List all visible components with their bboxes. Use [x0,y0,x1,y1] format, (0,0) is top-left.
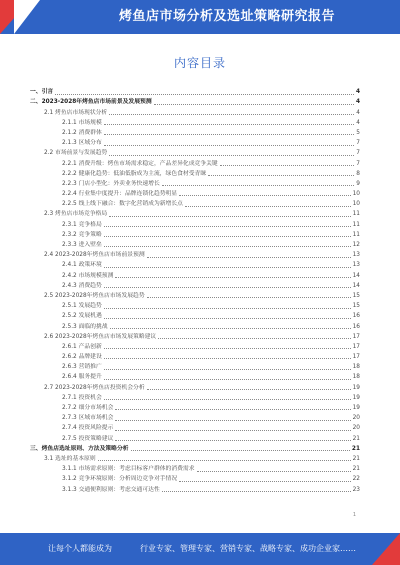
toc-entry[interactable] [30,127,360,137]
toc-entry[interactable] [30,178,360,188]
toc-entry-page: 21 [351,445,360,452]
toc-entry-page: 20 [352,425,360,432]
toc-entry-label: 2.5.1 发展趋势 [62,303,102,310]
toc-dot-leader [104,145,355,146]
toc-entry-label: 2.7.3 区域市场机会 [62,415,114,422]
toc-entry-label: 2.1 烤鱼店市场现状分析 [44,109,108,116]
toc-entry-page: 4 [355,99,360,106]
toc-entry-label: 2.6 2023-2028年烤鱼店市场发展策略建议 [44,333,157,340]
toc-entry-label: 2.7.4 投资风险提示 [62,425,114,432]
header-white-triangle [14,0,40,34]
toc-entry-page: 18 [352,364,360,371]
toc-entry-label: 三、烤鱼店选址原则、方法及策略分析 [30,445,129,452]
toc-entry-page: 17 [352,343,360,350]
toc-entry-label: 2.2.3 门店小型化：外卖业务快速增长 [62,180,160,187]
toc-dot-leader [104,287,351,288]
toc-entry[interactable] [30,371,360,381]
toc-dot-leader [104,236,351,237]
toc-entry-label: 3.1 选址的基本原则 [44,455,96,462]
toc-dot-leader [109,155,354,156]
toc-entry-label: 2.2.1 消费升级：烤鱼市场需求稳定，产品差异化成竞争关键 [62,160,218,167]
toc-entry-page: 23 [352,486,360,493]
toc-entry-label: 2.6.4 服务提升 [62,374,102,381]
toc-entry[interactable] [30,269,360,279]
toc-dot-leader [104,246,351,247]
toc-entry-page: 8 [356,170,360,177]
toc-entry[interactable] [30,280,360,290]
toc-entry[interactable] [30,208,360,218]
toc-dot-leader [104,134,355,135]
toc-entry[interactable] [30,422,360,432]
toc-entry[interactable] [30,117,360,127]
toc-dot-leader [162,185,355,186]
toc-dot-leader [104,318,351,319]
toc-dot-leader [154,104,354,105]
toc-entry-label: 2.4.3 消费趋势 [62,282,102,289]
page-number: 1 [352,512,356,518]
toc-entry-label: 2.2 市场前景与发展趋势 [44,150,108,157]
toc-entry[interactable] [30,249,360,259]
toc-entry-label: 2.3.1 竞争格局 [62,221,102,228]
toc-entry-page: 15 [352,292,360,299]
toc-entry-label: 2.3.3 进入壁垒 [62,242,102,248]
toc-dot-leader [104,369,351,370]
toc-entry[interactable] [30,381,360,391]
toc-entry[interactable] [30,259,360,269]
toc-entry-label: 2.4.1 政策环境 [62,262,102,269]
report-title: 烤鱼店市场分析及选址策略研究报告 [118,9,335,24]
toc-dot-leader [115,409,350,410]
toc-entry-label: 2.2.4 行业集中度提升：品牌连锁化趋势明显 [62,191,178,198]
toc-entry[interactable] [30,310,360,320]
toc-dot-leader [115,430,350,431]
toc-dot-leader [109,114,354,115]
toc-entry-page: 10 [352,201,360,208]
toc-entry[interactable] [30,361,360,371]
toc-entry[interactable] [30,483,360,493]
toc-entry-label: 2.1.1 市场规模 [62,119,102,126]
toc-entry-label: 3.1.1 市场需求原则：考虑目标客户群体的消费需求 [62,466,195,473]
toc-entry-page: 9 [356,180,360,187]
toc-entry-label: 2.6.3 营销推广 [62,364,102,371]
toc-dot-leader [104,399,351,400]
toc-entry[interactable] [30,188,360,198]
toc-entry[interactable] [30,341,360,351]
toc-dot-leader [110,328,351,329]
toc-entry-page: 20 [352,415,360,422]
toc-entry-label: 一、引言 [30,89,54,96]
toc-dot-leader [197,471,351,472]
toc-entry-page: 7 [356,140,360,147]
toc-dot-leader [147,297,351,298]
toc-entry-label: 2.5.2 发展机遇 [62,313,102,320]
toc-entry[interactable] [30,351,360,361]
toc-entry-label: 2.7.5 投资策略建议 [62,435,114,442]
toc-entry-page: 22 [352,476,360,483]
toc-dot-leader [98,460,351,461]
toc-entry[interactable] [30,331,360,341]
toc-entry-page: 16 [352,313,360,320]
toc-dot-leader [104,358,351,359]
footer-red-triangle [372,533,400,565]
toc-dot-leader [220,165,355,166]
toc-dot-leader [208,175,354,176]
toc-entry[interactable] [30,402,360,412]
toc-entry-page: 5 [356,129,360,136]
toc-dot-leader [109,216,350,217]
toc-dot-leader [115,440,350,441]
toc-entry[interactable] [30,218,360,228]
toc-entry-label: 2.1.3 区域分布 [62,140,102,147]
toc-entry-label: 3.1.2 竞争环境原则：分析周边竞争对手情况 [62,476,178,483]
toc-dot-leader [179,195,350,196]
footer-slogan-right: 行业专家、管理专家、营销专家、战略专家、成功企业家…… [140,544,356,553]
toc-entry[interactable] [30,453,360,463]
toc-entry[interactable] [30,106,360,116]
toc-entry[interactable] [30,86,360,96]
toc-dot-leader [185,206,351,207]
footer-slogan-left: 让每个人都能成为 [48,544,112,553]
toc-entry[interactable] [30,239,360,249]
toc-entry-page: 11 [352,221,360,228]
toc-entry[interactable] [30,412,360,422]
toc-entry-label: 2.7.2 细分市场机会 [62,405,114,411]
toc-entry[interactable] [30,157,360,167]
toc-dot-leader [104,348,351,349]
toc-entry-label: 2.4.2 市场规模预测 [62,272,114,279]
toc-entry-label: 2.7 2023-2028年烤鱼店投资机会分析 [44,384,145,391]
toc-entry[interactable] [30,300,360,310]
toc-dot-leader [131,450,350,451]
toc-entry-label: 2.4 2023-2028年烤鱼店市场前景预测 [44,252,145,259]
toc-entry[interactable] [30,168,360,178]
toc-dot-leader [179,481,350,482]
toc-entry-label: 二、2023-2028年烤鱼店市场前景及发展预测 [30,99,152,106]
toc-heading: 内容目录 [173,56,226,70]
toc-entry-page: 19 [352,394,360,401]
toc-entry[interactable] [30,198,360,208]
toc-dot-leader [104,267,351,268]
toc-entry[interactable] [30,96,360,106]
toc-dot-leader [158,338,350,339]
toc-entry[interactable] [30,137,360,147]
toc-entry-label: 2.6.2 品牌建设 [62,354,102,361]
toc-entry-label: 2.5.3 面临的挑战 [62,323,108,330]
toc-entry-page: 7 [356,160,360,167]
toc-dot-leader [55,94,354,95]
toc-entry[interactable] [30,320,360,330]
toc-dot-leader [104,124,355,125]
toc-entry-label: 2.1.2 消费群体 [62,129,102,136]
toc-entry-label: 2.6.1 产品创新 [62,343,102,350]
toc-entry-page: 4 [356,109,360,116]
toc-entry[interactable] [30,443,360,453]
table-of-contents [30,86,360,494]
toc-entry-page: 12 [352,242,360,248]
page-header [0,0,400,34]
toc-entry-page: 18 [352,374,360,381]
toc-dot-leader [147,257,351,258]
toc-entry[interactable] [30,290,360,300]
toc-entry-page: 13 [352,262,360,269]
toc-entry-page: 17 [352,333,360,340]
toc-entry-page: 10 [352,191,360,198]
toc-entry-label: 2.3.2 竞争策略 [62,231,102,238]
toc-entry-page: 19 [352,384,360,391]
toc-entry-label: 2.2.2 健康化趋势：低油低脂成为主流，绿色食材受青睐 [62,170,207,177]
toc-dot-leader [162,491,351,492]
toc-entry-label: 3.1.3 交通便利原则：考虑交通可达性 [62,486,160,493]
toc-entry-page: 14 [352,282,360,289]
toc-dot-leader [147,389,351,390]
toc-entry-label: 2.3 烤鱼店市场竞争格局 [44,211,108,218]
toc-entry[interactable] [30,147,360,157]
toc-entry-label: 2.5 2023-2028年烤鱼店市场发展趋势 [44,292,145,299]
toc-entry-page: 4 [356,119,360,126]
toc-entry-page: 11 [352,211,360,218]
toc-entry[interactable] [30,463,360,473]
toc-entry[interactable] [30,392,360,402]
toc-entry-page: 15 [352,303,360,310]
toc-entry-page: 21 [352,466,360,473]
toc-entry-page: 14 [352,272,360,279]
toc-dot-leader [104,308,351,309]
toc-dot-leader [115,277,350,278]
toc-entry-page: 17 [352,354,360,361]
toc-entry[interactable] [30,229,360,239]
toc-entry-page: 19 [352,405,360,411]
toc-entry[interactable] [30,473,360,483]
toc-dot-leader [104,226,351,227]
toc-entry-page: 21 [352,435,360,442]
page-footer [0,533,400,565]
toc-entry-page: 16 [352,323,360,330]
toc-entry-page: 21 [352,455,360,462]
toc-entry-label: 2.7.1 投资机会 [62,394,102,401]
toc-entry-label: 2.2.5 线上线下融合：数字化营销成为新增长点 [62,201,183,208]
toc-entry-page: 11 [352,231,360,238]
toc-dot-leader [115,420,350,421]
toc-entry-page: 7 [356,150,360,157]
toc-dot-leader [104,379,351,380]
toc-entry[interactable] [30,432,360,442]
toc-entry-page: 13 [352,252,360,259]
toc-entry-page: 4 [355,89,360,96]
